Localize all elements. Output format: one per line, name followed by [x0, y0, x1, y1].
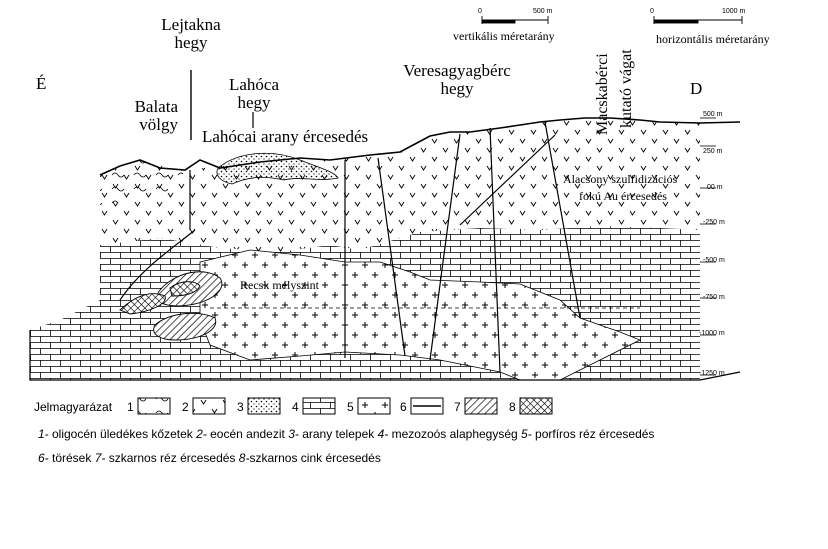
depth-tick-7: -1000 m [699, 330, 725, 337]
legend-num-2: 2 [182, 400, 189, 414]
legend-item-4-text: mezozoós alaphegység [388, 427, 518, 441]
legend-item-1-num: 1- [38, 427, 49, 441]
vertical-scale-bar [482, 16, 548, 24]
legend-text-row-2 [38, 452, 381, 465]
legend-item-7-num: 7- [94, 451, 106, 465]
legend-text-row-1 [38, 428, 654, 441]
depth-tick-4: -250 m [703, 219, 725, 226]
legend-item-4-num: 4- [377, 427, 389, 441]
hscale-start: 0 [650, 8, 654, 15]
legend-num-1: 1 [127, 400, 134, 414]
macskaberci-label-2: kutató vágat [618, 49, 635, 128]
lejtakna-line-1: Lejtakna [161, 15, 221, 34]
legend-item-3-text: arany telepek [298, 427, 375, 441]
macskaberci-label-1: Macskabérci [594, 53, 611, 135]
hscale-end: 1000 m [722, 8, 746, 15]
legend-item-2-num: 2- [196, 427, 207, 441]
low-sulfidation-label-1: Alacsony szulfidizációs [563, 172, 678, 186]
vscale-end: 500 m [533, 8, 553, 15]
veresagyagberc-label [398, 62, 516, 98]
lejtakna-line-2: hegy [174, 32, 208, 52]
legend-num-8: 8 [509, 400, 516, 414]
recsk-level-label: Recsk mélyszint [240, 278, 319, 292]
lahoca-label [220, 76, 288, 112]
balata-line-2: völgy [139, 114, 178, 134]
vertical-scale-label: vertikális méretarány [453, 29, 555, 43]
depth-tick-6: -750 m [703, 294, 725, 301]
lejtakna-label [150, 16, 232, 52]
legend-num-3: 3 [237, 400, 244, 414]
depth-tick-2: 250 m [703, 148, 723, 155]
lahocai-ore-label: Lahócai arany ércesedés [202, 127, 369, 146]
veresagy-line-2: hegy [440, 78, 474, 98]
legend-item-6-text: törések [48, 451, 92, 465]
balata-line-1: Balata [134, 97, 178, 116]
depth-tick-1: 500 m [703, 111, 723, 118]
legend-title: Jelmagyarázat [34, 400, 113, 414]
depth-tick-5: -500 m [703, 257, 725, 264]
north-label: É [36, 74, 47, 93]
legend-item-7-text: szkarnos réz ércesedés [105, 451, 236, 465]
legend-item-8-num: 8- [238, 451, 250, 465]
balata-label [118, 98, 178, 134]
legend-num-5: 5 [347, 400, 354, 414]
legend-num-6: 6 [400, 400, 407, 414]
lahoca-line-1: Lahóca [228, 75, 280, 94]
legend-item-5-text: porfíros réz ércesedés [531, 427, 655, 441]
legend-item-2-text: eocén andezit [206, 427, 285, 441]
legend-num-7: 7 [454, 400, 461, 414]
veresagy-line-1: Veresagyagbérc [403, 61, 511, 80]
legend-item-3-num: 3- [288, 427, 299, 441]
lahoca-line-2: hegy [237, 92, 271, 112]
low-sulfidation-label-2: fokú Au ércesedés [579, 189, 667, 203]
legend-swatches [138, 398, 552, 414]
vscale-start: 0 [478, 8, 482, 15]
legend-item-6-num: 6- [38, 451, 49, 465]
legend-num-4: 4 [292, 400, 299, 414]
depth-tick-8: -1250 m [699, 370, 725, 377]
south-label: D [690, 79, 703, 98]
depth-tick-3: 00 m [707, 184, 723, 191]
horizontal-scale-label: horizontális méretarány [656, 32, 770, 46]
legend-item-5-num: 5- [521, 427, 532, 441]
legend-item-8-text: szkarnos cink ércesedés [249, 451, 381, 465]
legend-item-1-text: oligocén üledékes kőzetek [48, 427, 193, 441]
horizontal-scale-bar [654, 16, 742, 24]
